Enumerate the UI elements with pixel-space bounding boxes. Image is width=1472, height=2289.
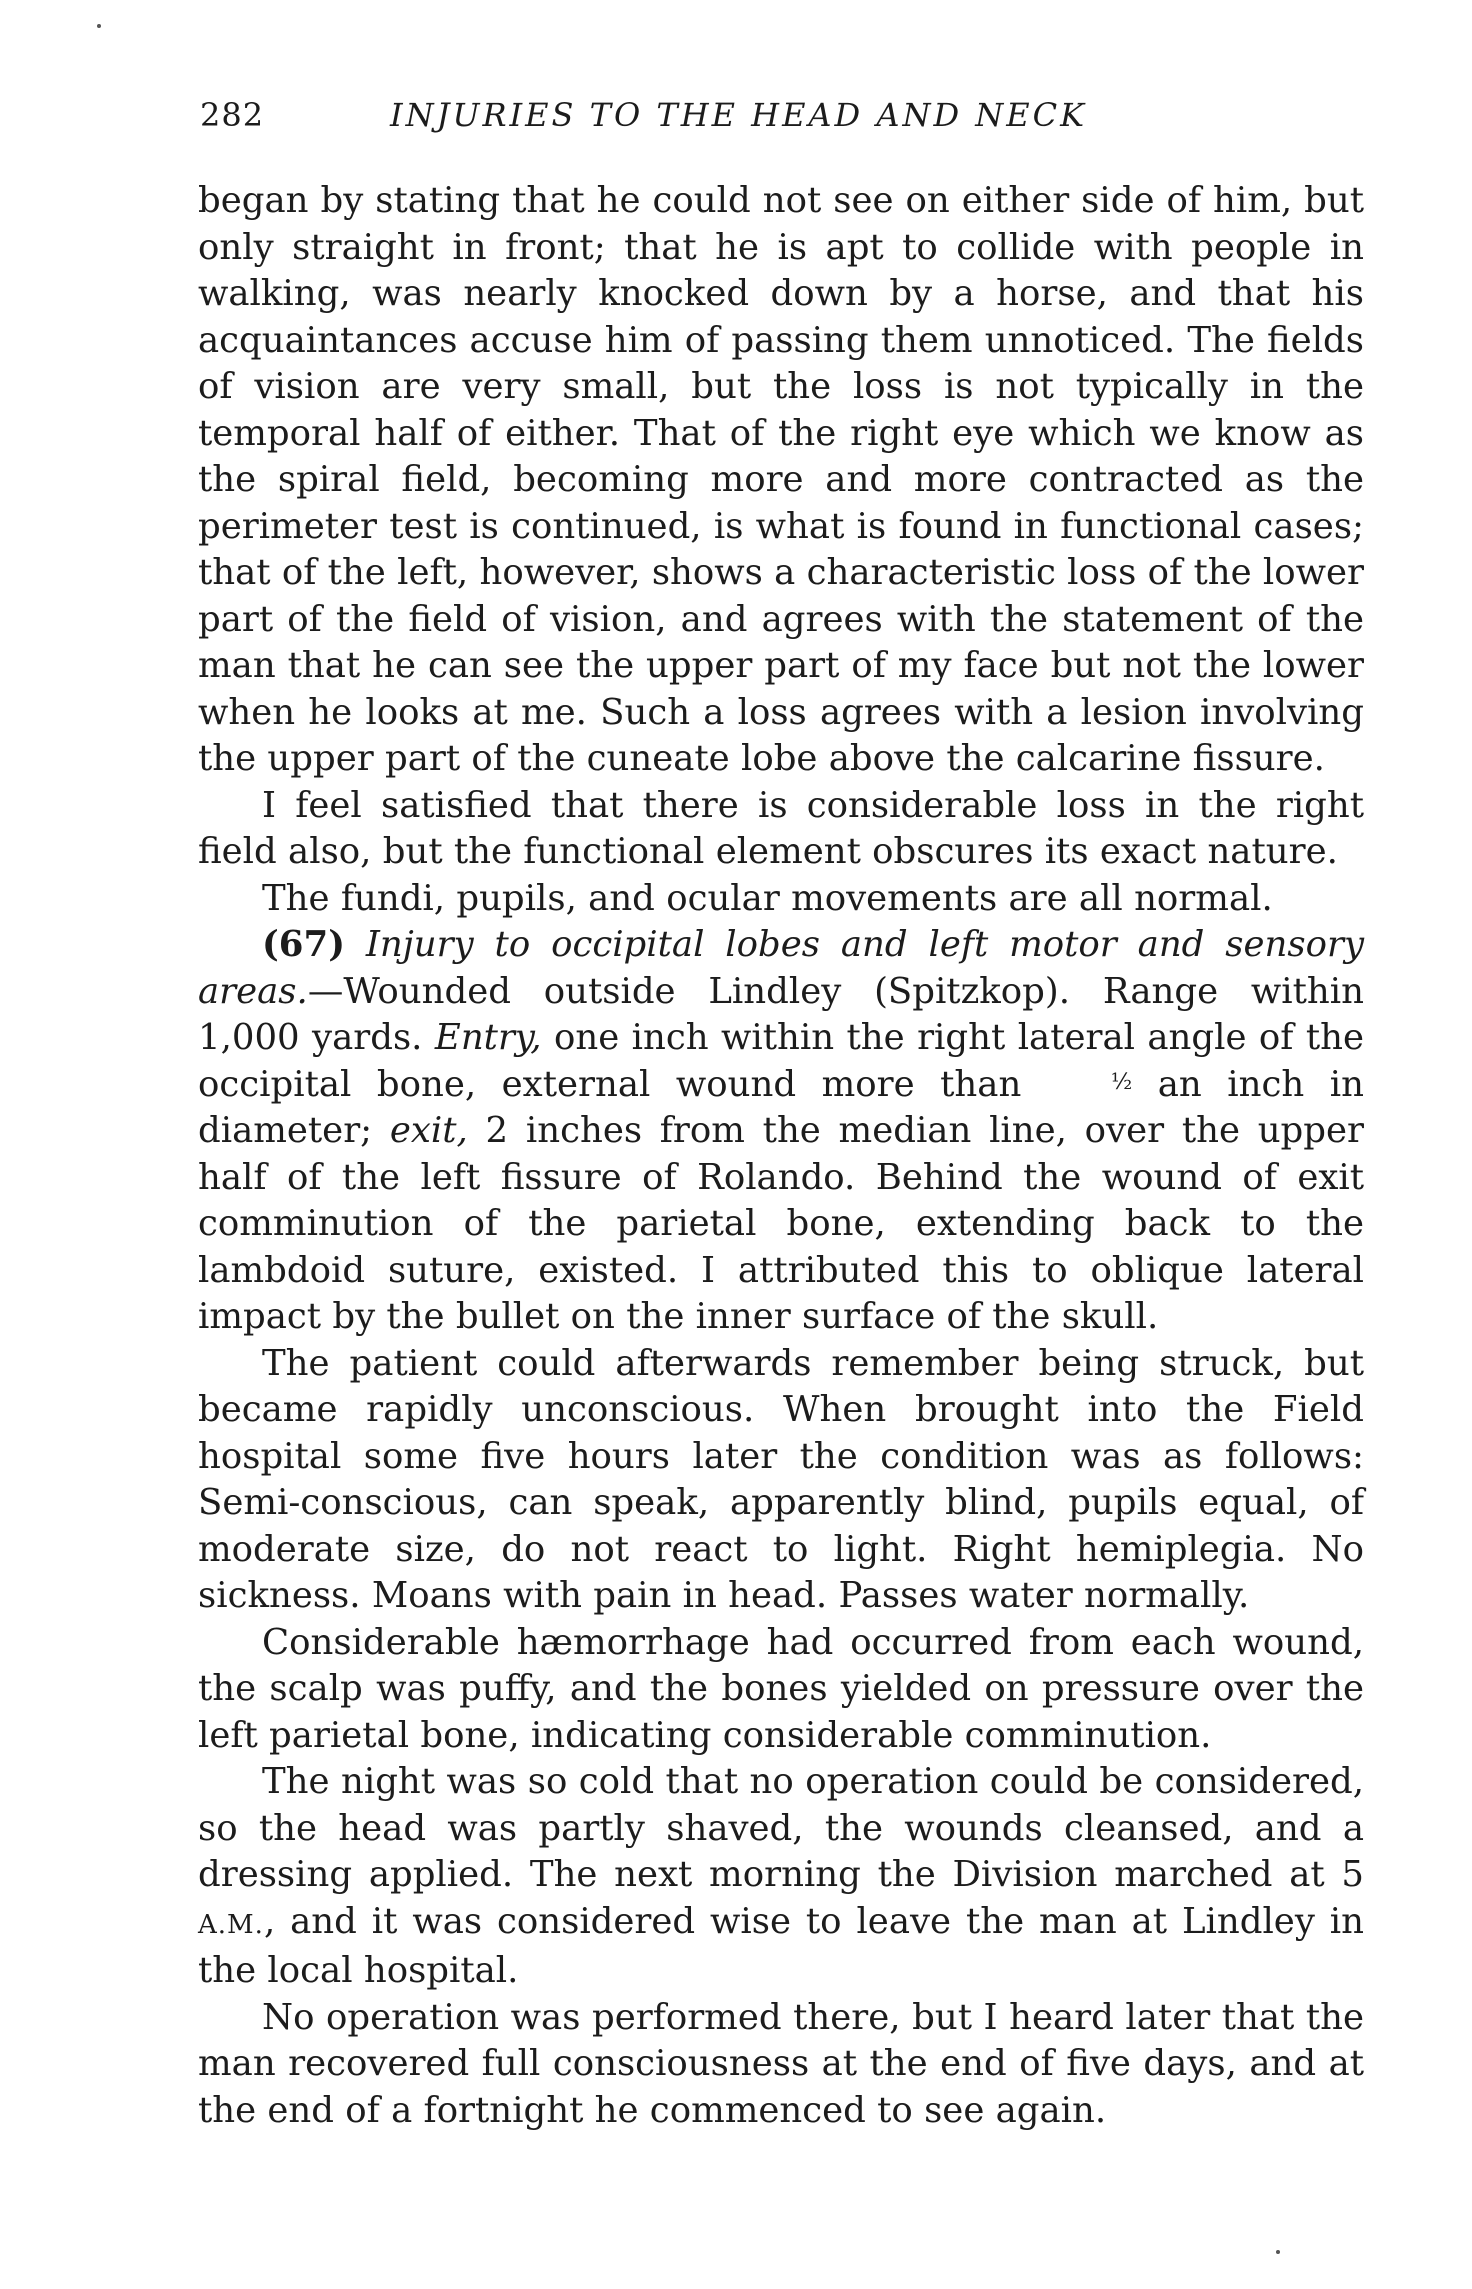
page-number: 282 <box>200 96 265 134</box>
case-text-part: an inch in diameter; <box>198 1063 1364 1151</box>
fraction-half: ½ <box>1110 1069 1133 1095</box>
case-title: Injury to occipital lobes and left motor and sensory areas. <box>198 924 1364 1012</box>
case-text-part: —Wounded outside Lindley (Spitzkop). Range within 1,000 yards. <box>198 970 1364 1058</box>
body-text <box>198 178 1364 2134</box>
case-67-paragraph <box>198 922 1364 1341</box>
paragraph-continuation: began by stating that he could not see on either side of him, but only straight in front; that he is apt to collide with people in walking, was nearly knocked down by a horse, and that his acquaintances accuse him of passing them unnoticed. The fields of vision are very small, but the loss is not typically in the temporal half of either. That of the right eye which we know as the spiral field, becoming more and more contracted as the perimeter test is continued, is what is found in functional cases; that of the left, however, shows a characteristic loss of the lower part of the field of vision, and agrees with the statement of the man that he can see the upper part of my face but not the lower when he looks at me. Such a loss agrees with a lesion involving the upper part of the cuneate lobe above the calcarine fissure. <box>198 180 1364 779</box>
case-text-part: 2 inches from the median line, over the upper half of the left fissure of Rolando. Behind the wound of exit comminution of the parietal bone, extending back to the lambdoid suture, existed. I attributed this to oblique lateral impact by the bullet on the inner surface of the skull. <box>198 1110 1364 1337</box>
paragraph-haemorrhage: Considerable hæmorrhage had occurred from each wound, the scalp was puffy, and the bones yielded on pressure over the left parietal bone, indicating considerable comminution. <box>198 1621 1364 1756</box>
time-abbrev: A.M. <box>198 1909 264 1940</box>
text-part: , and it was considered wise to leave the man at Lindley in the local hospital. <box>198 1900 1364 1991</box>
entry-label: Entry, <box>434 1017 542 1058</box>
case-number: (67) <box>262 924 345 965</box>
case-text-part: one inch within the right lateral angle of the occipital bone, external wound more than <box>198 1017 1365 1105</box>
running-title: INJURIES TO THE HEAD AND NECK <box>390 96 1088 134</box>
paragraph-night-cold <box>198 1759 1364 1995</box>
paper-speck <box>1276 2250 1280 2254</box>
exit-label: exit, <box>389 1110 468 1151</box>
paper-speck <box>97 24 101 28</box>
paragraph-fundi: The fundi, pupils, and ocular movements are all normal. <box>262 877 1273 919</box>
paragraph-patient-condition: The patient could afterwards remember being struck, but became rapidly unconscious. When brought into the Field hospital some five hours later the condition was as follows: Semi-conscious, can speak, apparently blind, pupils equal, of moderate size, do not react to light. Right hemiplegia. No sickness. Moans with pain in head. Passes water normally. <box>198 1342 1364 1616</box>
text-part: The night was so cold that no operation could be considered, so the head was partly shaved, the wounds cleansed, and a dressing applied. The next morning the Division marched at 5 <box>198 1761 1364 1895</box>
paragraph-outcome: No operation was performed there, but I heard later that the man recovered full consciousness at the end of five days, and at the end of a fortnight he commenced to see again. <box>198 1996 1364 2131</box>
page-header <box>200 96 1370 144</box>
paragraph-right-field: I feel satisfied that there is considerable loss in the right field also, but the functional element obscures its exact nature. <box>198 784 1364 872</box>
